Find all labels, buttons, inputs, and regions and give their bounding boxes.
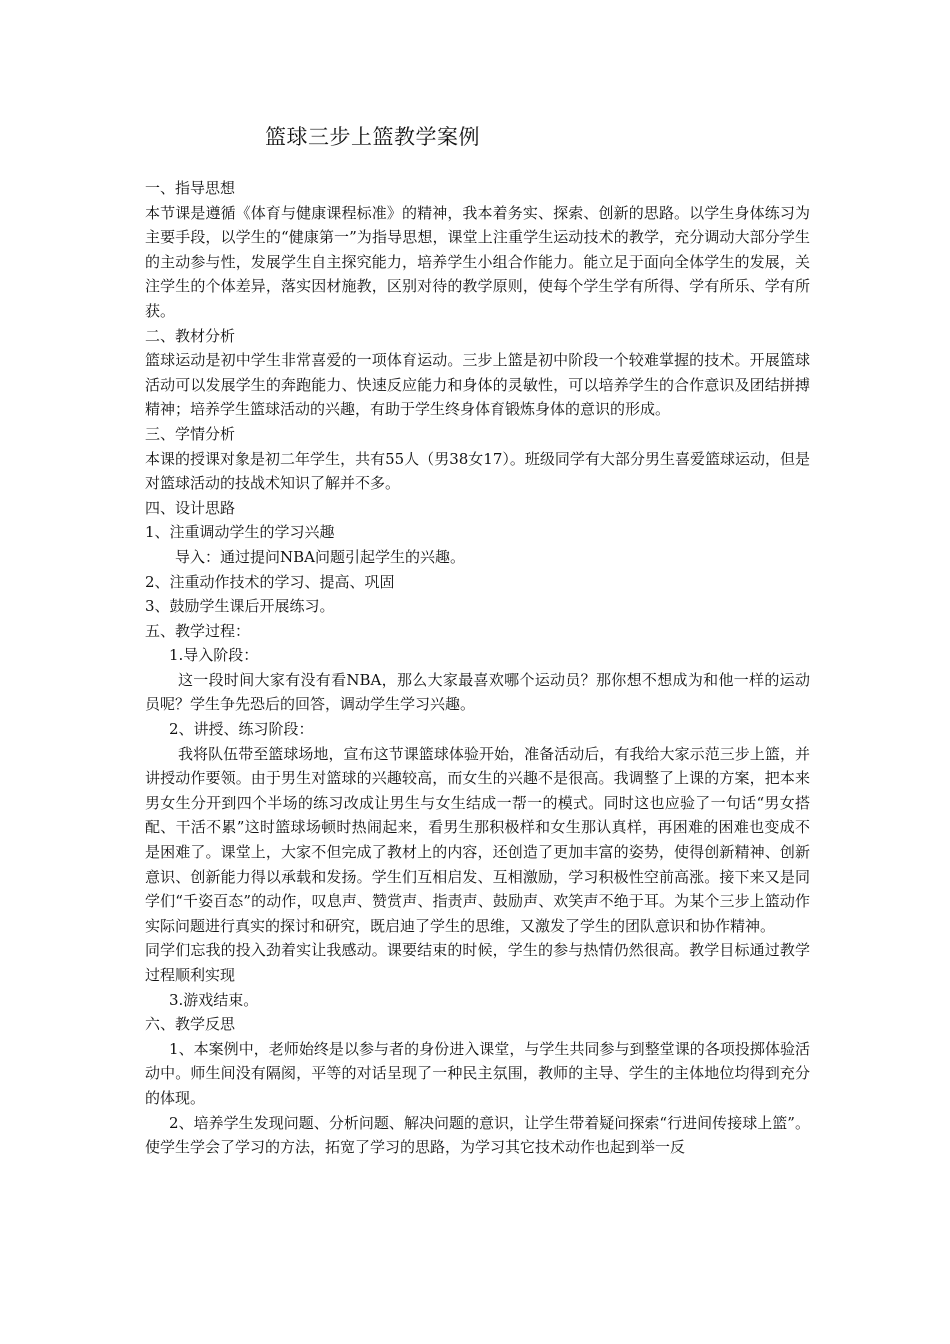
paragraph: 篮球运动是初中学生非常喜爱的一项体育运动。三步上篮是初中阶段一个较难掌握的技术。开展篮球活动可以发展学生的奔跑能力、快速反应能力和身体的灵敏性，可以培养学生的合作意识及团结拼搏精神；培养学生篮球活动的兴趣，有助于学生终身体育锻炼身体的意识的形成。 <box>145 351 810 419</box>
section-heading: 三、学情分析 <box>145 424 236 443</box>
paragraph: 导入：通过提问NBA问题引起学生的兴趣。 <box>175 547 465 566</box>
document-page <box>145 120 810 1160</box>
section-heading: 二、教材分析 <box>145 326 236 345</box>
paragraph: 1、本案例中，老师始终是以参与者的身份进入课堂，与学生共同参与到整堂课的各项投掷体验活动中。师生间没有隔阂，平等的对话呈现了一种民主氛围，教师的主导、学生的主体地位均得到充分的体现。 <box>145 1039 810 1107</box>
paragraph: 2、培养学生发现问题、分析问题、解决问题的意识，让学生带着疑问探索“行进间传接球上篮”。使学生学会了学习的方法，拓宽了学习的思路，为学习其它技术动作也起到举一反 <box>145 1113 810 1157</box>
paragraph: 本节课是遵循《体育与健康课程标准》的精神，我本着务实、探索、创新的思路。以学生身体练习为主要手段，以学生的“健康第一”为指导思想，课堂上注重学生运动技术的教学，充分调动大部分学生的主动参与性，发展学生自主探究能力，培养学生小组合作能力。能立足于面向全体学生的发展，关注学生的个体差异，落实因材施教，区别对待的教学原则，使每个学生学有所得、学有所乐、学有所获。 <box>145 203 810 320</box>
paragraph: 这一段时间大家有没有看NBA，那么大家最喜欢哪个运动员？那你想不想成为和他一样的运动员呢？学生争先恐后的回答，调动学生学习兴趣。 <box>145 670 810 714</box>
paragraph: 1.导入阶段： <box>169 646 259 665</box>
paragraph: 本课的授课对象是初二年学生，共有55人（男38女17）。班级同学有大部分男生喜爱篮球运动，但是对篮球活动的技战术知识了解并不多。 <box>145 449 810 493</box>
document-title: 篮球三步上篮教学案例 <box>265 125 480 149</box>
paragraph: 3、鼓励学生课后开展练习。 <box>145 597 335 616</box>
paragraph: 同学们忘我的投入劲着实让我感动。课要结束的时候，学生的参与热情仍然很高。教学目标通过教学过程顺利实现 <box>145 941 810 984</box>
section-heading: 四、设计思路 <box>145 498 236 517</box>
paragraph: 我将队伍带至篮球场地，宣布这节课篮球体验开始，准备活动后，有我给大家示范三步上篮，并讲授动作要领。由于男生对篮球的兴趣较高，而女生的兴趣不是很高。我调整了上课的方案，把本来男女生分开到四个半场的练习改成让男生与女生结成一帮一的模式。同时这也应验了一句话“男女搭配、干活不累”这时篮球场顿时热闹起来，看男生那积极样和女生那认真样，再困难的困难也变成不是困难了。课堂上，大家不但完成了教材上的内容，还创造了更加丰富的姿势，使得创新精神、创新意识、创新能力得以承载和发扬。学生们互相启发、互相激励，学习积极性空前高涨。接下来又是同学们“千姿百态”的动作，叹息声、赞赏声、指责声、鼓励声、欢笑声不绝于耳。为某个三步上篮动作实际问题进行真实的探讨和研究，既启迪了学生的思维，又激发了学生的团队意识和协作精神。 <box>145 744 810 935</box>
paragraph: 3.游戏结束。 <box>169 990 259 1009</box>
section-heading: 一、指导思想 <box>145 179 236 197</box>
document-body <box>145 176 810 1160</box>
paragraph: 1、注重调动学生的学习兴趣 <box>145 523 335 542</box>
paragraph: 2、讲授、练习阶段： <box>169 720 314 739</box>
section-heading: 五、教学过程： <box>145 621 251 640</box>
section-heading: 六、教学反思 <box>145 1015 236 1034</box>
paragraph: 2、注重动作技术的学习、提高、巩固 <box>145 572 395 591</box>
